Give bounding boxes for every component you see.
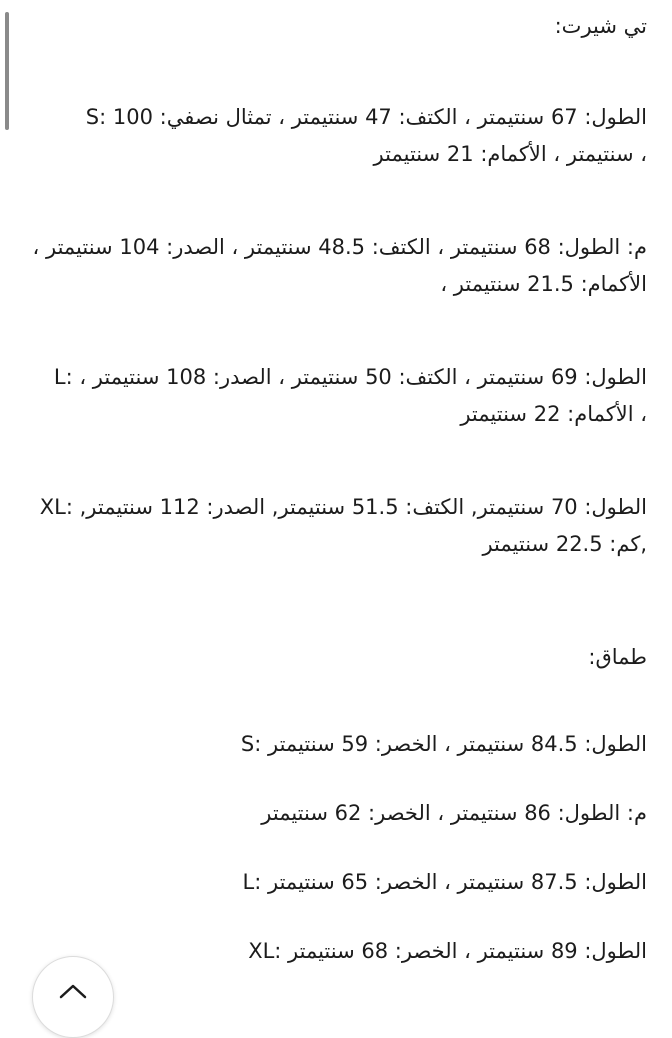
size-line: ,كم: 22.5 سنتيمتر: [482, 532, 647, 556]
size-line: ، سنتيمتر ، الأكمام: 21 سنتيمتر: [373, 142, 647, 166]
size-line: م: الطول: 68 سنتيمتر ، الكتف: 48.5 سنتيمتر ، الصدر: 104 سنتيمتر ،: [32, 235, 647, 259]
leggings-size-l: الطول: 87.5 سنتيمتر ، الخصر: 65 سنتيمتر :L: [242, 870, 647, 894]
size-line: ، الأكمام: 22 سنتيمتر: [460, 402, 647, 426]
size-line: الطول: 69 سنتيمتر ، الكتف: 50 سنتيمتر ، الصدر: 108 سنتيمتر ، :L: [53, 365, 647, 389]
size-chart-content: [30, 8, 647, 1002]
leggings-heading: طماق:: [588, 645, 647, 669]
size-line: الطول: 70 سنتيمتر, الكتف: 51.5 سنتيمتر, الصدر: 112 سنتيمتر, :XL: [39, 495, 647, 519]
shirt-size-s: [30, 99, 647, 173]
shirt-heading: تي شيرت:: [554, 14, 647, 38]
chevron-up-icon: [59, 983, 87, 999]
shirt-size-l: [30, 359, 647, 433]
shirt-size-xl: [30, 489, 647, 563]
size-line: الأكمام: 21.5 سنتيمتر ،: [440, 272, 647, 296]
shirt-size-m: [30, 229, 647, 303]
size-line: الطول: 67 سنتيمتر ، الكتف: 47 سنتيمتر ، تمثال نصفي: 100 :S: [85, 105, 647, 129]
leggings-size-xl: الطول: 89 سنتيمتر ، الخصر: 68 سنتيمتر :XL: [248, 939, 647, 963]
scroll-to-top-button[interactable]: [32, 956, 114, 1038]
leggings-size-m: م: الطول: 86 سنتيمتر ، الخصر: 62 سنتيمتر: [261, 801, 647, 825]
leggings-size-s: الطول: 84.5 سنتيمتر ، الخصر: 59 سنتيمتر :S: [240, 732, 647, 756]
scroll-indicator[interactable]: [5, 12, 9, 130]
